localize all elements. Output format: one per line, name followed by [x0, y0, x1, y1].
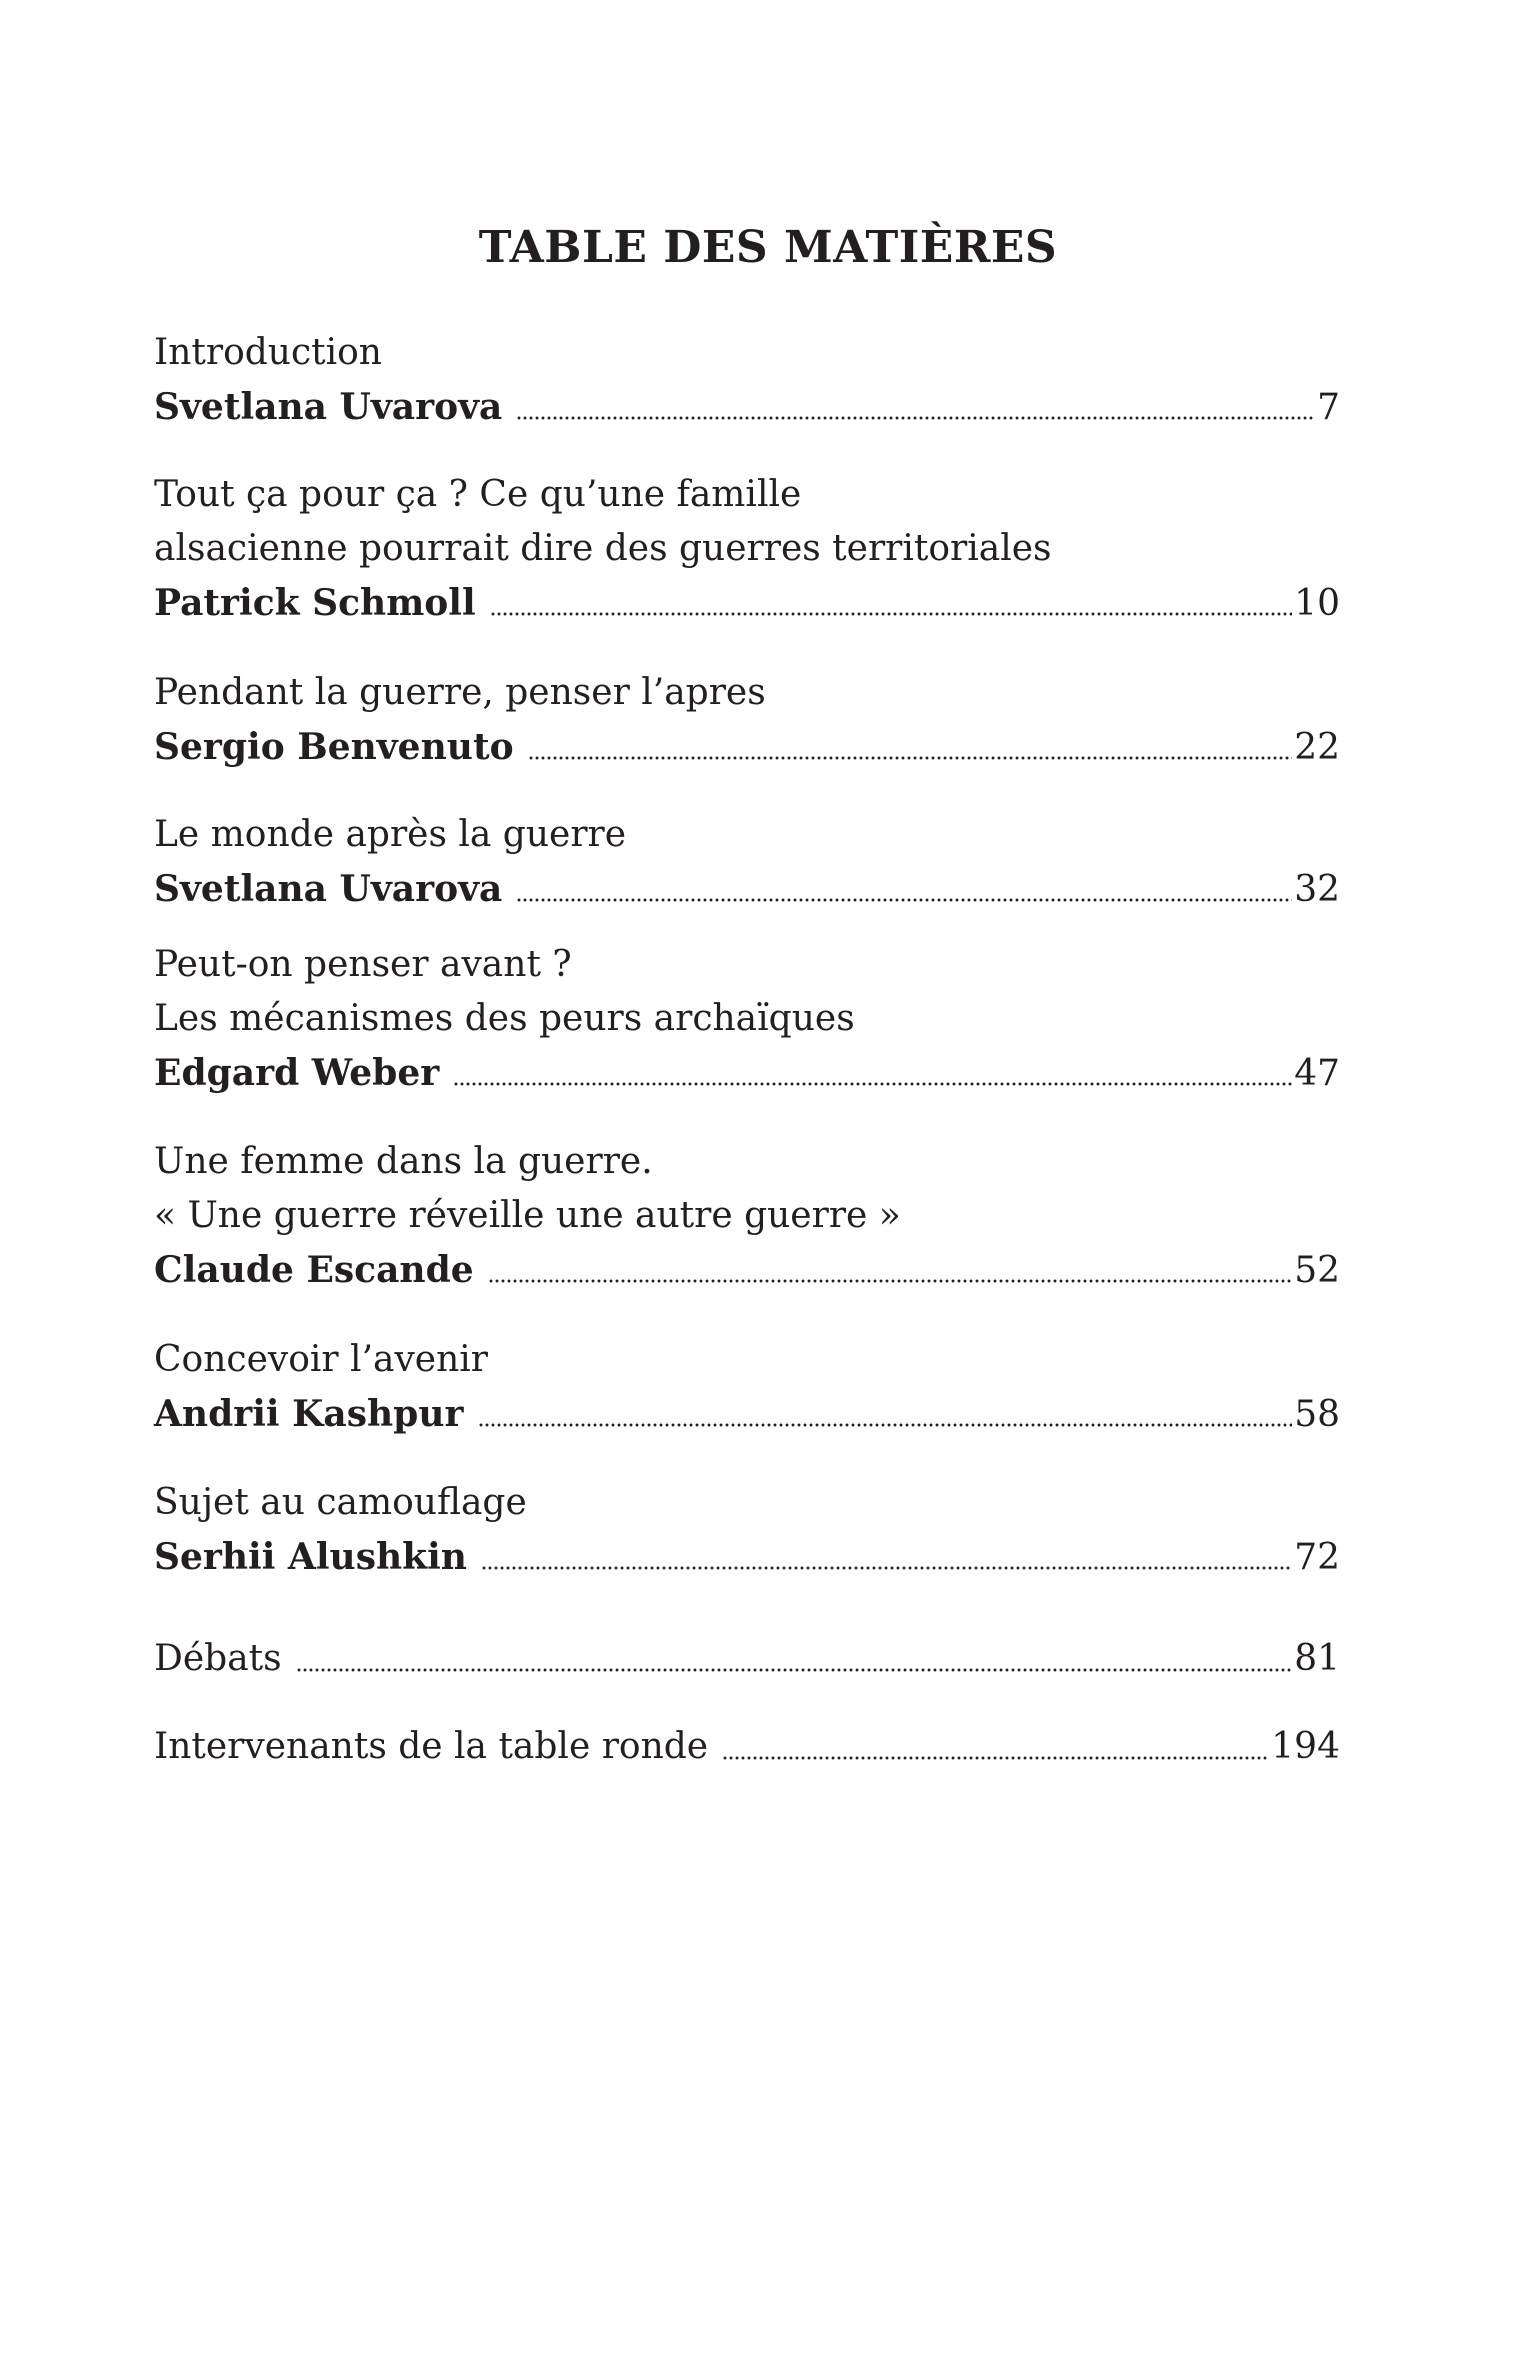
dot-leader	[490, 612, 1293, 616]
entry-page-number: 7	[1317, 387, 1340, 428]
entry-author-line	[154, 1387, 1340, 1441]
dot-leader	[528, 756, 1293, 760]
dot-leader	[516, 898, 1292, 902]
entry-author: Svetlana Uvarova	[154, 868, 503, 910]
entry-title-line: Concevoir l’avenir	[154, 1339, 489, 1380]
entry-page-number: 52	[1294, 1250, 1340, 1291]
toc-entry	[154, 1333, 1340, 1441]
page-title: TABLE DES MATIÈRES	[478, 222, 1058, 273]
entry-title-line: Introduction	[154, 332, 382, 373]
table-of-contents	[154, 0, 1340, 2363]
entry-page-number: 10	[1294, 583, 1340, 624]
entry-page-number: 81	[1294, 1638, 1340, 1679]
dot-leader	[478, 1423, 1293, 1427]
entry-title-line: Pendant la guerre, penser l’apres	[154, 672, 766, 713]
entry-author-line	[154, 720, 1340, 774]
dot-leader	[453, 1082, 1292, 1086]
entry-label: Débats	[154, 1638, 282, 1679]
entry-author: Patrick Schmoll	[154, 582, 476, 624]
entry-author-line	[154, 1046, 1340, 1100]
entry-author-line	[154, 1243, 1340, 1297]
toc-entry	[154, 938, 1340, 1100]
entry-title-line: « Une guerre réveille une autre guerre »	[154, 1195, 901, 1236]
toc-entry-debats	[154, 1632, 1340, 1686]
entry-author-line	[154, 862, 1340, 916]
toc-entry-intervenants	[154, 1720, 1340, 1774]
entry-author-line	[154, 1530, 1340, 1584]
entry-author: Edgard Weber	[154, 1052, 440, 1094]
entry-page-number: 194	[1271, 1726, 1340, 1767]
dot-leader	[296, 1668, 1293, 1672]
entry-author-line	[154, 380, 1340, 434]
entry-title-line: Peut-on penser avant ?	[154, 944, 572, 985]
entry-page-number: 58	[1294, 1394, 1340, 1435]
entry-title-line: Tout ça pour ça ? Ce qu’une famille	[154, 474, 802, 515]
entry-author-line	[154, 576, 1340, 630]
toc-entry	[154, 808, 1340, 916]
entry-page-number: 72	[1294, 1537, 1340, 1578]
entry-author: Sergio Benvenuto	[154, 726, 514, 768]
entry-title-line: alsacienne pourrait dire des guerres territoriales	[154, 528, 1052, 569]
entry-author: Claude Escande	[154, 1249, 474, 1291]
toc-entry	[154, 468, 1340, 630]
entry-label: Intervenants de la table ronde	[154, 1726, 709, 1767]
toc-entry	[154, 1476, 1340, 1584]
entry-page-number: 32	[1294, 869, 1340, 910]
dot-leader	[722, 1756, 1269, 1760]
entry-page-number: 47	[1294, 1053, 1340, 1094]
entry-title-line: Le monde après la guerre	[154, 814, 627, 855]
entry-title-line: Sujet au camouflage	[154, 1482, 527, 1523]
toc-entry	[154, 1135, 1340, 1297]
toc-entry	[154, 326, 1340, 434]
toc-entry	[154, 666, 1340, 774]
entry-page-number: 22	[1294, 727, 1340, 768]
dot-leader	[481, 1566, 1292, 1570]
entry-author: Serhii Alushkin	[154, 1536, 467, 1578]
entry-author: Svetlana Uvarova	[154, 386, 503, 428]
entry-title-line: Une femme dans la guerre.	[154, 1141, 653, 1182]
dot-leader	[516, 416, 1315, 420]
entry-title-line: Les mécanismes des peurs archaïques	[154, 998, 855, 1039]
dot-leader	[488, 1279, 1293, 1283]
entry-author: Andrii Kashpur	[154, 1393, 464, 1435]
entry-line	[154, 1632, 1340, 1686]
entry-line	[154, 1720, 1340, 1774]
